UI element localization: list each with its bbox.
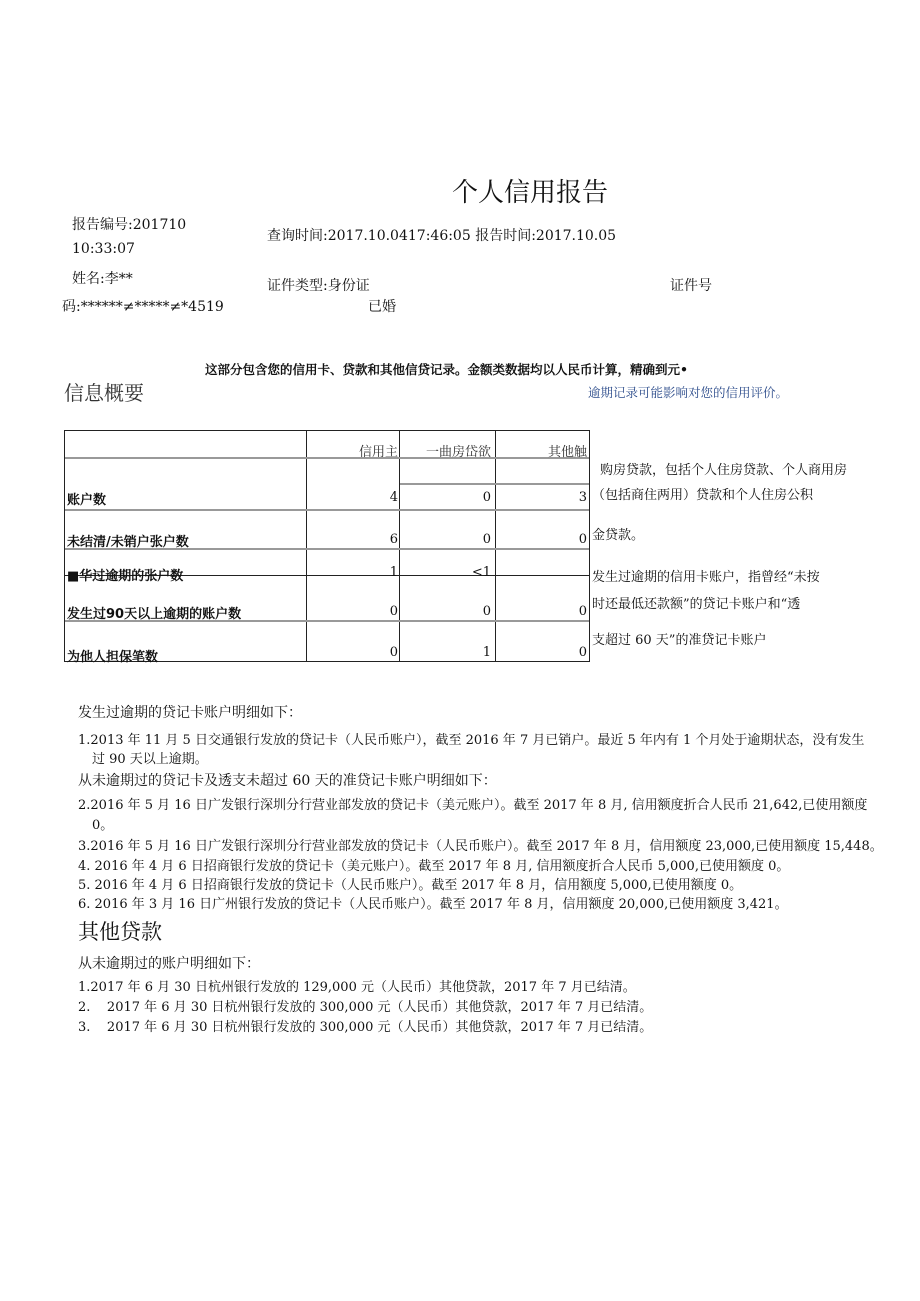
intro-text: 这部分包含您的信用卡、贷款和其他信贷记录。金额类数据均以人民币计算，精确到元• — [205, 362, 688, 377]
marital-status: 已婚 — [368, 299, 396, 315]
side-note: （包括商住两用）贷款和个人住房公积 — [592, 488, 814, 503]
cell: 0 — [482, 532, 491, 547]
cell: 0 — [578, 604, 587, 619]
row-label: 为他人担保笔数 — [67, 650, 159, 665]
header-credit-card: 信用主 — [358, 445, 398, 460]
header-other: 其他触 — [547, 445, 587, 460]
list-item: 3. 2017 年 6 月 30 日杭州银行发放的 300,000 元（人民币）其他贷款，2017 年 7 月已结清。 — [78, 1020, 653, 1035]
cell: 0 — [482, 604, 491, 619]
list-item: 0。 — [92, 818, 114, 833]
id-number-label: 证件号 — [670, 278, 712, 294]
cell: 4 — [389, 490, 398, 505]
row-label: ■华过逾期的张户数 — [67, 569, 184, 584]
id-number-value: 码:******≠*****≠*4519 — [62, 299, 224, 315]
list-item: 1.2013 年 11 月 5 日交通银行发放的贷记卡（人民币账户），截至 2016 年 7 月已销户。最近 5 年内有 1 个月处于逾期状态，没有发生 — [78, 733, 865, 748]
list-item: 1.2017 年 6 月 30 日杭州银行发放的 129,000 元（人民币）其他贷款，2017 年 7 月已结清。 — [78, 980, 636, 995]
list-item: 4. 2016 年 4 月 6 日招商银行发放的贷记卡（美元账户）。截至 2017 年 8 月, 信用额度折合人民币 5,000,已使用额度 0。 — [78, 859, 790, 874]
side-note: 金贷款。 — [592, 528, 645, 543]
side-note: 发生过逾期的信用卡账户，指曾经“未按 — [592, 570, 820, 585]
section-title-summary: 信息概要 — [64, 381, 144, 405]
cell: 0 — [389, 604, 398, 619]
name: 姓名:李** — [72, 271, 133, 287]
id-type: 证件类型:身份证 — [267, 278, 370, 294]
report-number: 报告编号:201710 — [72, 217, 187, 233]
side-note: 时还最低还款额”的贷记卡账户和“透 — [592, 597, 801, 612]
section-title-other-loans: 其他贷款 — [78, 920, 162, 944]
cell: <1 — [471, 565, 491, 580]
row-label: 账户数 — [67, 493, 107, 508]
row-label: 发生过90天以上逾期的账户数 — [67, 607, 242, 622]
report-time-part: 10:33:07 — [72, 241, 135, 257]
list-item: 6. 2016 年 3 月 16 日广州银行发放的贷记卡（人民币账户）。截至 2017 年 8 月，信用额度 20,000,已使用额度 3,421。 — [78, 897, 788, 912]
overdue-note: 逾期记录可能影响对您的信用评价。 — [588, 385, 789, 400]
cell: 6 — [389, 532, 398, 547]
not-overdue-heading: 从未逾期过的贷记卡及透支未超过 60 天的准贷记卡账户明细如下： — [78, 773, 497, 789]
side-note: 支超过 60 天”的准贷记卡账户 — [592, 633, 767, 648]
cell: 1 — [482, 645, 491, 660]
list-item: 过 90 天以上逾期。 — [92, 752, 208, 767]
cell: 1 — [389, 565, 398, 580]
cell: 0 — [389, 645, 398, 660]
cell: 0 — [482, 490, 491, 505]
query-time: 查询时间:2017.10.0417:46:05 报告时间:2017.10.05 — [267, 228, 617, 244]
list-item: 2. 2017 年 6 月 30 日杭州银行发放的 300,000 元（人民币）其他贷款，2017 年 7 月已结清。 — [78, 1000, 653, 1015]
cell: 0 — [578, 532, 587, 547]
cell: 3 — [578, 490, 587, 505]
list-item: 3.2016 年 5 月 16 日广发银行深圳分行营业部发放的贷记卡（人民币账户）。截至 2017 年 8 月，信用额度 23,000,已使用额度 15,448。 — [78, 839, 883, 854]
overdue-heading: 发生过逾期的贷记卡账户明细如下： — [78, 705, 302, 721]
cell: 0 — [578, 645, 587, 660]
header-housing-loan: 一曲房岱欲 — [425, 445, 491, 460]
list-item: 5. 2016 年 4 月 6 日招商银行发放的贷记卡（人民币账户）。截至 2017 年 8 月，信用额度 5,000,已使用额度 0。 — [78, 878, 743, 893]
side-note: 购房贷款，包括个人住房贷款、个人商用房 — [600, 463, 848, 478]
row-label: 未结清/未销户张户数 — [67, 535, 189, 550]
report-title: 个人信用报告 — [452, 178, 609, 208]
list-item: 2.2016 年 5 月 16 日广发银行深圳分行营业部发放的贷记卡（美元账户）。截至 2017 年 8 月, 信用额度折合人民币 21,642,已使用额度 — [78, 798, 868, 813]
summary-table — [64, 430, 590, 665]
other-loans-heading: 从未逾期过的账户明细如下： — [78, 956, 260, 972]
